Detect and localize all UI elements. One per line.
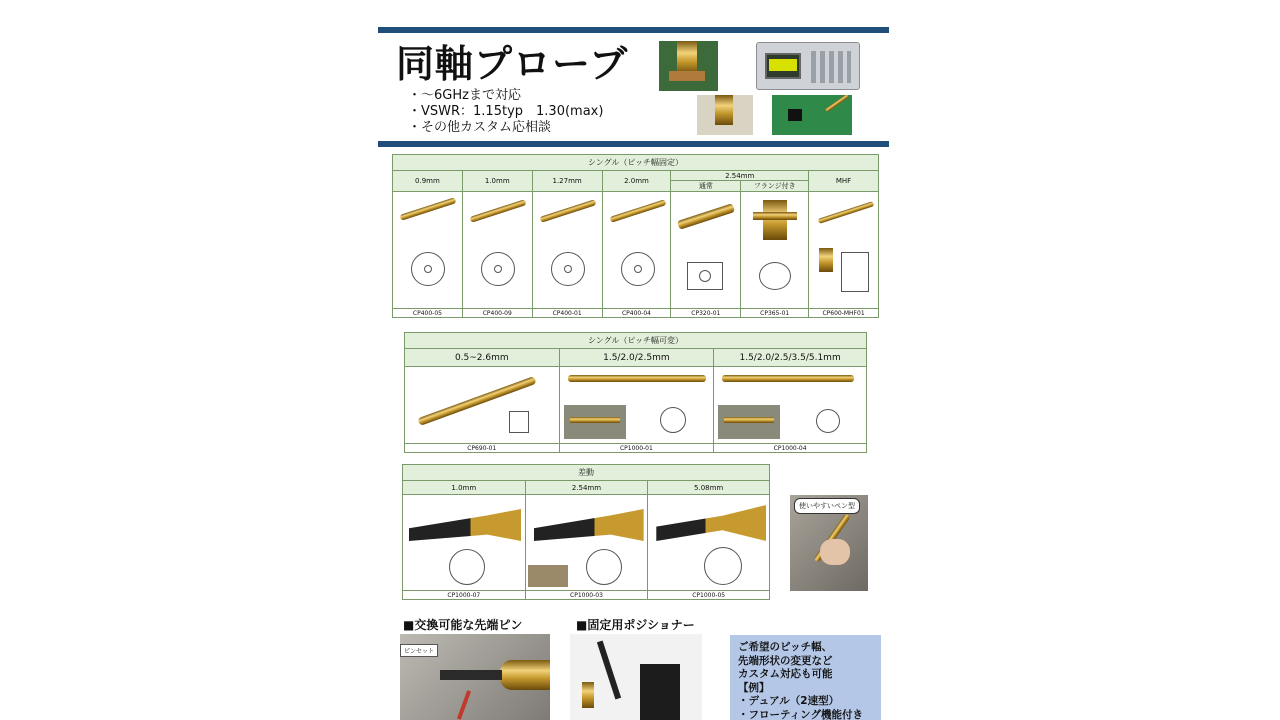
table-title: シングル（ピッチ幅可変）	[405, 333, 867, 349]
variable-pitch-table	[404, 332, 867, 453]
probe-image-cell	[602, 192, 671, 309]
pen-callout-label: 使いやすいペン型	[794, 498, 860, 514]
callout-line: ご希望のピッチ幅、	[738, 641, 833, 653]
section-title-positioner: ■固定用ポジショナー	[576, 618, 695, 632]
probe-image-cell	[714, 367, 867, 444]
model-label: CP400-05	[393, 309, 463, 318]
custom-callout	[730, 635, 881, 720]
callout-line: ・デュアル（2速型）	[738, 695, 840, 707]
pitch-header: 1.0mm	[403, 481, 526, 495]
pitch-header: 1.27mm	[532, 171, 602, 192]
callout-line: カスタム対応も可能	[738, 668, 833, 680]
pitch-header: 1.5/2.0/2.5mm	[559, 349, 714, 367]
pitch-header: 2.54mm	[671, 171, 809, 181]
pitch-header: 5.08mm	[648, 481, 770, 495]
model-label: CP1000-07	[403, 591, 526, 600]
pcb-probe-photo	[659, 41, 718, 91]
feature-item: ・その他カスタム応相談	[408, 120, 552, 135]
model-label: CP1000-01	[559, 444, 714, 453]
model-label: CP400-01	[532, 309, 602, 318]
model-label: CP365-01	[741, 309, 809, 318]
callout-line: 先端形状の変更など	[738, 654, 833, 667]
probe-image-cell	[809, 192, 879, 309]
probe-image-cell	[525, 495, 648, 591]
probe-image-cell	[648, 495, 770, 591]
probe-image-cell	[671, 192, 741, 309]
pitch-header: 2.0mm	[602, 171, 671, 192]
pitch-header: 1.5/2.0/2.5/3.5/5.1mm	[714, 349, 867, 367]
pitch-subheader: フランジ付き	[741, 181, 809, 192]
probe-image-cell	[403, 495, 526, 591]
probe-image-cell	[405, 367, 560, 444]
model-label: CP400-04	[602, 309, 671, 318]
model-label: CP320-01	[671, 309, 741, 318]
positioner-photo	[570, 634, 702, 720]
probe-image-cell	[462, 192, 532, 309]
pitch-header: 2.54mm	[525, 481, 648, 495]
model-label: CP1000-05	[648, 591, 770, 600]
table-title: シングル（ピッチ幅固定）	[393, 155, 879, 171]
page-title: 同軸プローブ	[396, 42, 629, 86]
pitch-subheader: 通常	[671, 181, 741, 192]
analyzer-photo	[756, 42, 860, 90]
fixed-pitch-table	[392, 154, 879, 318]
model-label: CP690-01	[405, 444, 560, 453]
pitch-header: MHF	[809, 171, 879, 192]
callout-line: ・フローティング機能付き	[738, 708, 863, 720]
differential-table	[402, 464, 770, 600]
model-label: CP400-09	[462, 309, 532, 318]
feature-list	[408, 88, 603, 136]
feature-item: ・VSWR：1.15typ 1.30(max)	[408, 104, 604, 119]
model-label: CP600-MHF01	[809, 309, 879, 318]
model-label: CP1000-03	[525, 591, 648, 600]
pitch-header: 0.5~2.6mm	[405, 349, 560, 367]
board-test-photo	[772, 95, 852, 135]
callout-line: 【例】	[738, 681, 770, 694]
probe-image-cell	[393, 192, 463, 309]
bottom-rule	[378, 141, 889, 147]
model-label: CP1000-04	[714, 444, 867, 453]
probe-image-cell	[741, 192, 809, 309]
section-title-tips: ■交換可能な先端ピン	[403, 618, 523, 632]
probe-image-cell	[532, 192, 602, 309]
tweezer-label: ピンセット	[400, 644, 438, 657]
feature-item: ・～6GHzまで対応	[408, 88, 521, 103]
probe-tip-photo	[697, 95, 753, 135]
pitch-header: 1.0mm	[462, 171, 532, 192]
table-title: 差動	[403, 465, 770, 481]
probe-image-cell	[559, 367, 714, 444]
pitch-header: 0.9mm	[393, 171, 463, 192]
